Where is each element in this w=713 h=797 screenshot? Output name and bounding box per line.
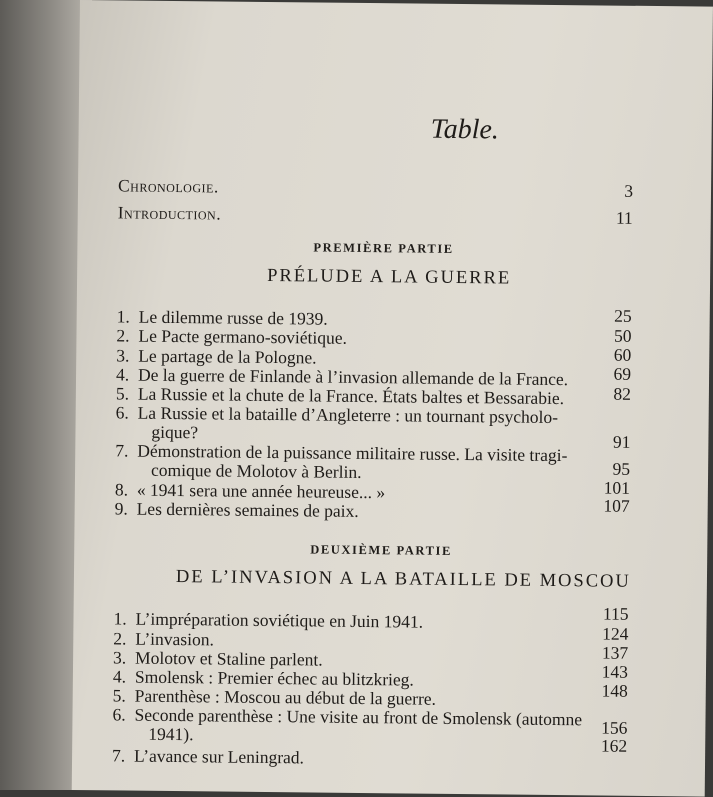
- chapter-number: 3.: [113, 647, 127, 668]
- chapter-title: Les dernières semaines de paix.: [136, 498, 359, 521]
- chapter-title: L’invasion.: [135, 628, 215, 650]
- chapter-title-continued: gique?: [151, 421, 199, 443]
- chapter-title: La Russie et la bataille d’Angleterre : un tournant psycholo-: [137, 402, 559, 428]
- chapter-number: 5.: [115, 383, 130, 404]
- page-title: Table.: [430, 113, 500, 146]
- chapter-number: 2.: [116, 325, 130, 346]
- chapter-title-continued: comique de Molotov à Berlin.: [150, 459, 362, 482]
- chapter-title: « 1941 sera une année heureuse... »: [136, 479, 386, 503]
- chapter-title: Le dilemme russe de 1939.: [138, 306, 328, 329]
- chapter-title: Smolensk : Premier échec au blitzkrieg.: [134, 666, 414, 690]
- chapter-number: 4.: [115, 364, 130, 385]
- book-page: [72, 0, 713, 797]
- toc-entry-introduction: Introduction.: [117, 202, 222, 224]
- chapter-page: 50: [613, 325, 632, 346]
- chapter-page: 137: [601, 642, 629, 663]
- chapter-title: Démonstration de la puissance militaire russe. La visite tragi-: [137, 440, 568, 466]
- chapter-page: 101: [603, 477, 631, 498]
- chapter-title: La Russie et la chute de la France. États baltes et Bessarabie.: [137, 383, 565, 409]
- chapter-page: 69: [613, 363, 632, 384]
- chapter-title: Le Pacte germano-soviétique.: [138, 325, 348, 348]
- chapter-number: 6.: [115, 402, 129, 423]
- part-label: DEUXIÈME PARTIE: [310, 542, 453, 558]
- chapter-number: 4.: [112, 666, 127, 687]
- chapter-title: Molotov et Staline parlent.: [135, 647, 323, 670]
- chapter-page: 156: [601, 717, 628, 738]
- chapter-title: De la guerre de Finlande à l’invasion allemande de la France.: [137, 364, 569, 390]
- chapter-number: 2.: [113, 628, 127, 649]
- chapter-number: 7.: [115, 440, 129, 461]
- chapter-page: 60: [613, 344, 632, 365]
- toc-page-introduction: 11: [615, 207, 633, 228]
- chapter-number: 5.: [112, 685, 126, 706]
- chapter-number: 1.: [116, 306, 130, 327]
- chapter-page: 107: [603, 495, 630, 516]
- chapter-title: Seconde parenthèse : Une visite au front de Smolensk (automne: [134, 704, 583, 730]
- chapter-title-continued: 1941).: [148, 723, 194, 745]
- toc-page-chronologie: 3: [624, 180, 634, 201]
- part-label: PREMIÈRE PARTIE: [313, 240, 454, 256]
- chapter-page: 162: [600, 735, 628, 756]
- chapter-page: 82: [613, 383, 632, 404]
- chapter-number: 7.: [111, 745, 126, 766]
- part-title: DE L’INVASION A LA BATAILLE DE MOSCOU: [175, 567, 631, 592]
- chapter-title: L’avance sur Leningrad.: [133, 745, 305, 768]
- chapter-page: 25: [614, 305, 632, 326]
- chapter-title: L’impréparation soviétique en Juin 1941.: [135, 608, 424, 632]
- chapter-number: 6.: [112, 704, 126, 725]
- chapter-number: 1.: [113, 608, 127, 629]
- chapter-title: Parenthèse : Moscou au début de la guerre.: [134, 685, 437, 709]
- chapter-page: 95: [612, 458, 631, 479]
- chapter-page: 148: [601, 680, 628, 701]
- chapter-number: 3.: [116, 345, 130, 366]
- part-title: PRÉLUDE A LA GUERRE: [267, 265, 512, 289]
- chapter-number: 9.: [114, 498, 128, 519]
- chapter-title: Le partage de la Pologne.: [138, 345, 317, 368]
- chapter-page: 124: [602, 623, 629, 644]
- chapter-number: 8.: [114, 479, 129, 500]
- chapter-page: 115: [602, 603, 629, 624]
- chapter-page: 91: [612, 431, 631, 452]
- toc-entry-chronologie: Chronologie.: [117, 175, 219, 197]
- chapter-page: 143: [601, 661, 629, 682]
